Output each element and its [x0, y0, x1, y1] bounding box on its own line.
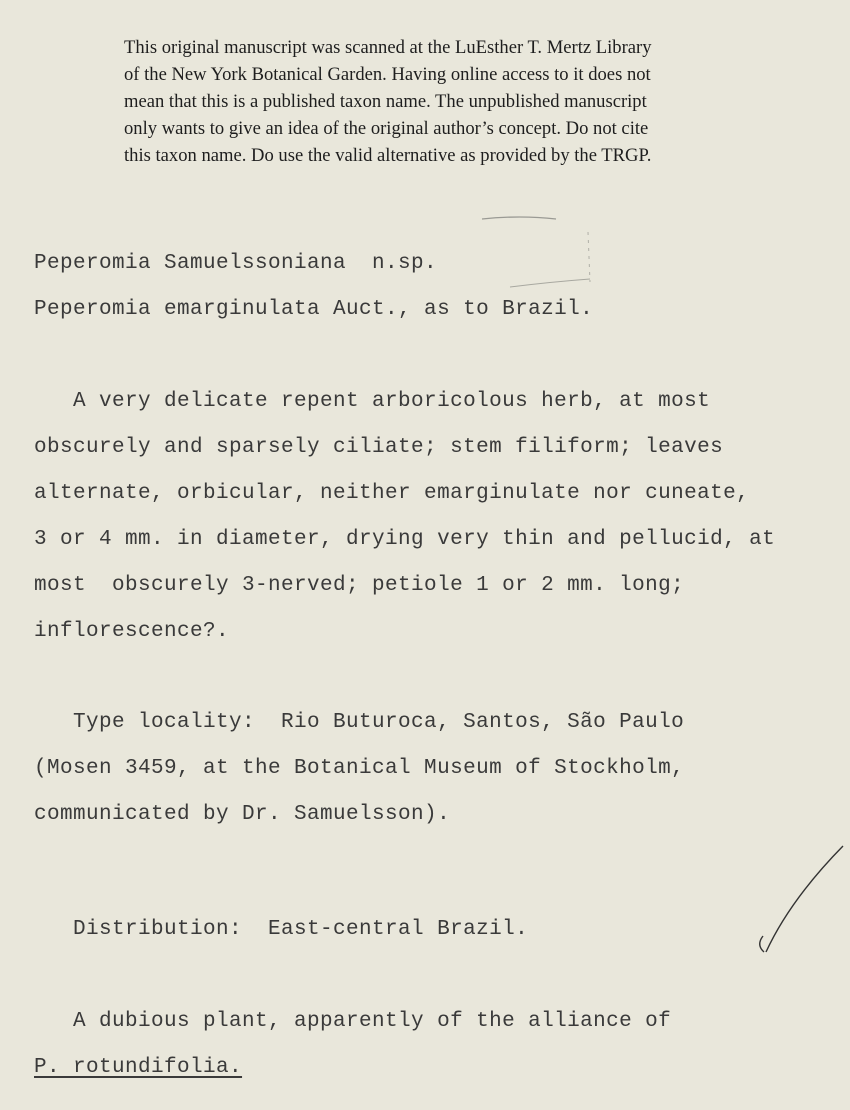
description-line: inflorescence?.: [34, 620, 230, 643]
notice-line: of the New York Botanical Garden. Having online access to it does not: [124, 64, 651, 85]
type-locality-line: Type locality: Rio Buturoca, Santos, São Paulo: [34, 711, 685, 734]
description-line: 3 or 4 mm. in diameter, drying very thin and pellucid, at: [34, 528, 776, 551]
note-species: P. rotundifolia.: [34, 1056, 243, 1079]
type-locality-line: communicated by Dr. Samuelsson).: [34, 803, 451, 826]
notice-line: only wants to give an idea of the original author’s concept. Do not cite: [124, 118, 649, 139]
distribution-line: Distribution: East-central Brazil.: [34, 918, 529, 941]
note-line: A dubious plant, apparently of the alliance of: [34, 1010, 672, 1033]
description-line: most obscurely 3-nerved; petiole 1 or 2 mm. long;: [34, 574, 685, 597]
type-locality-line: (Mosen 3459, at the Botanical Museum of Stockholm,: [34, 757, 685, 780]
description-line: obscurely and sparsely ciliate; stem filiform; leaves: [34, 436, 724, 459]
description-line: alternate, orbicular, neither emarginulate nor cuneate,: [34, 482, 750, 505]
notice-line: this taxon name. Do use the valid alternative as provided by the TRGP.: [124, 145, 652, 166]
species-title: Peperomia Samuelssoniana n.sp.: [34, 252, 438, 275]
check-mark-icon: [760, 846, 843, 952]
synonym-line: Peperomia emarginulata Auct., as to Brazil.: [34, 298, 594, 321]
description-line: A very delicate repent arboricolous herb, at most: [34, 390, 711, 413]
notice-line: mean that this is a published taxon name. The unpublished manuscript: [124, 91, 647, 112]
notice-line: This original manuscript was scanned at the LuEsther T. Mertz Library: [124, 37, 652, 58]
